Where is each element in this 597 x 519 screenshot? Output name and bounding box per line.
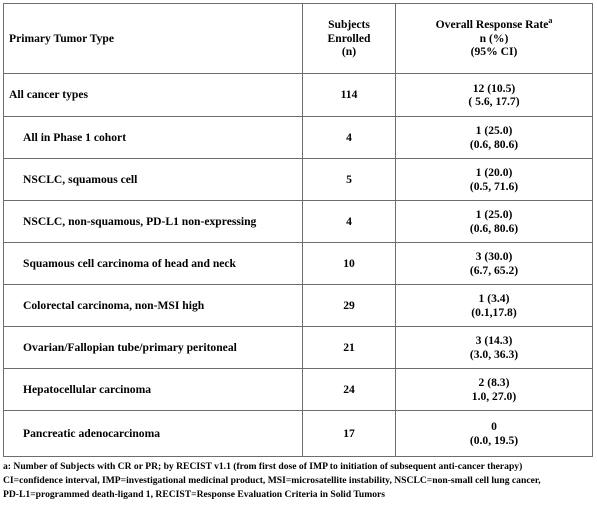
ci-value: (0.6, 80.6) (469, 137, 519, 151)
table-row (4, 411, 593, 457)
table-row-all-cancer-types (4, 74, 593, 117)
footnote-abbreviations-1: CI=confidence interval, IMP=investigational medicinal product, MSI=microsatellite instability, NSCLC=non-small cell lung cancer, (3, 475, 541, 487)
response-rate-cell (396, 369, 593, 411)
header-orr-ci: (95% CI) (470, 45, 518, 59)
table-row (4, 201, 593, 243)
table-header-row (4, 4, 593, 74)
ci-value: 1.0, 27.0) (471, 389, 517, 403)
tumor-type-cell: Ovarian/Fallopian tube/primary peritoneal (4, 327, 303, 369)
tumor-type-cell: NSCLC, non-squamous, PD-L1 non-expressing (4, 201, 303, 243)
rate-value: 3 (14.3) (475, 334, 513, 347)
response-rate-cell (396, 117, 593, 159)
footnote-abbreviations-2: PD-L1=programmed death-ligand 1, RECIST=Response Evaluation Criteria in Solid Tumors (3, 489, 386, 501)
rate-value: 3 (30.0) (475, 250, 513, 263)
ci-value: (0.0, 19.5) (469, 433, 519, 447)
header-subjects-line2: Enrolled (327, 31, 371, 45)
table-footnotes (3, 460, 595, 503)
header-orr-title-line (396, 18, 592, 32)
subjects-cell: 114 (303, 74, 396, 117)
subjects-cell: 24 (303, 369, 396, 411)
rate-value: 1 (20.0) (475, 166, 513, 179)
rate-value: 1 (25.0) (475, 208, 513, 221)
response-rate-cell (396, 74, 593, 117)
header-subjects-line1: Subjects (328, 18, 370, 32)
header-subjects-enrolled (303, 4, 396, 74)
rate-value: 1 (3.4) (478, 292, 510, 305)
rate-value: 12 (10.5) (472, 81, 516, 95)
header-overall-response-rate (396, 4, 593, 74)
response-rate-table (3, 3, 593, 457)
table-row (4, 327, 593, 369)
response-rate-cell (396, 159, 593, 201)
ci-value: (0.5, 71.6) (469, 179, 519, 193)
table-row (4, 117, 593, 159)
subjects-cell: 5 (303, 159, 396, 201)
tumor-type-cell: NSCLC, squamous cell (4, 159, 303, 201)
header-orr-title: Overall Response Rate (435, 18, 549, 32)
ci-value: (3.0, 36.3) (469, 347, 519, 361)
table-row (4, 243, 593, 285)
rate-value: 0 (491, 420, 497, 433)
header-tumor-type: Primary Tumor Type (4, 4, 303, 74)
ci-value: (0.1,17.8) (471, 305, 517, 319)
rate-value: 2 (8.3) (478, 376, 510, 389)
table-row (4, 285, 593, 327)
tumor-type-cell: Hepatocellular carcinoma (4, 369, 303, 411)
tumor-type-cell: All cancer types (4, 74, 303, 117)
tumor-type-cell: Squamous cell carcinoma of head and neck (4, 243, 303, 285)
tumor-type-cell: All in Phase 1 cohort (4, 117, 303, 159)
response-rate-cell (396, 327, 593, 369)
ci-value: (0.6, 80.6) (469, 221, 519, 235)
tumor-type-cell: Pancreatic adenocarcinoma (4, 411, 303, 457)
subjects-cell: 10 (303, 243, 396, 285)
response-rate-cell (396, 411, 593, 457)
table-row (4, 369, 593, 411)
footnote-a: a: Number of Subjects with CR or PR; by RECIST v1.1 (from first dose of IMP to initiation of subsequent anti-cancer therapy) (3, 461, 523, 472)
header-orr-footnote-mark: a (548, 16, 553, 26)
subjects-cell: 29 (303, 285, 396, 327)
response-rate-cell (396, 201, 593, 243)
header-orr-n-percent: n (%) (479, 31, 509, 45)
response-rate-cell (396, 285, 593, 327)
header-subjects-line3: (n) (341, 45, 357, 59)
tumor-type-cell: Colorectal carcinoma, non-MSI high (4, 285, 303, 327)
table-row (4, 159, 593, 201)
subjects-cell: 4 (303, 117, 396, 159)
subjects-cell: 4 (303, 201, 396, 243)
subjects-cell: 17 (303, 411, 396, 457)
response-rate-cell (396, 243, 593, 285)
rate-value: 1 (25.0) (475, 124, 513, 137)
ci-value: ( 5.6, 17.7) (468, 95, 520, 108)
subjects-cell: 21 (303, 327, 396, 369)
ci-value: (6.7, 65.2) (469, 263, 519, 277)
